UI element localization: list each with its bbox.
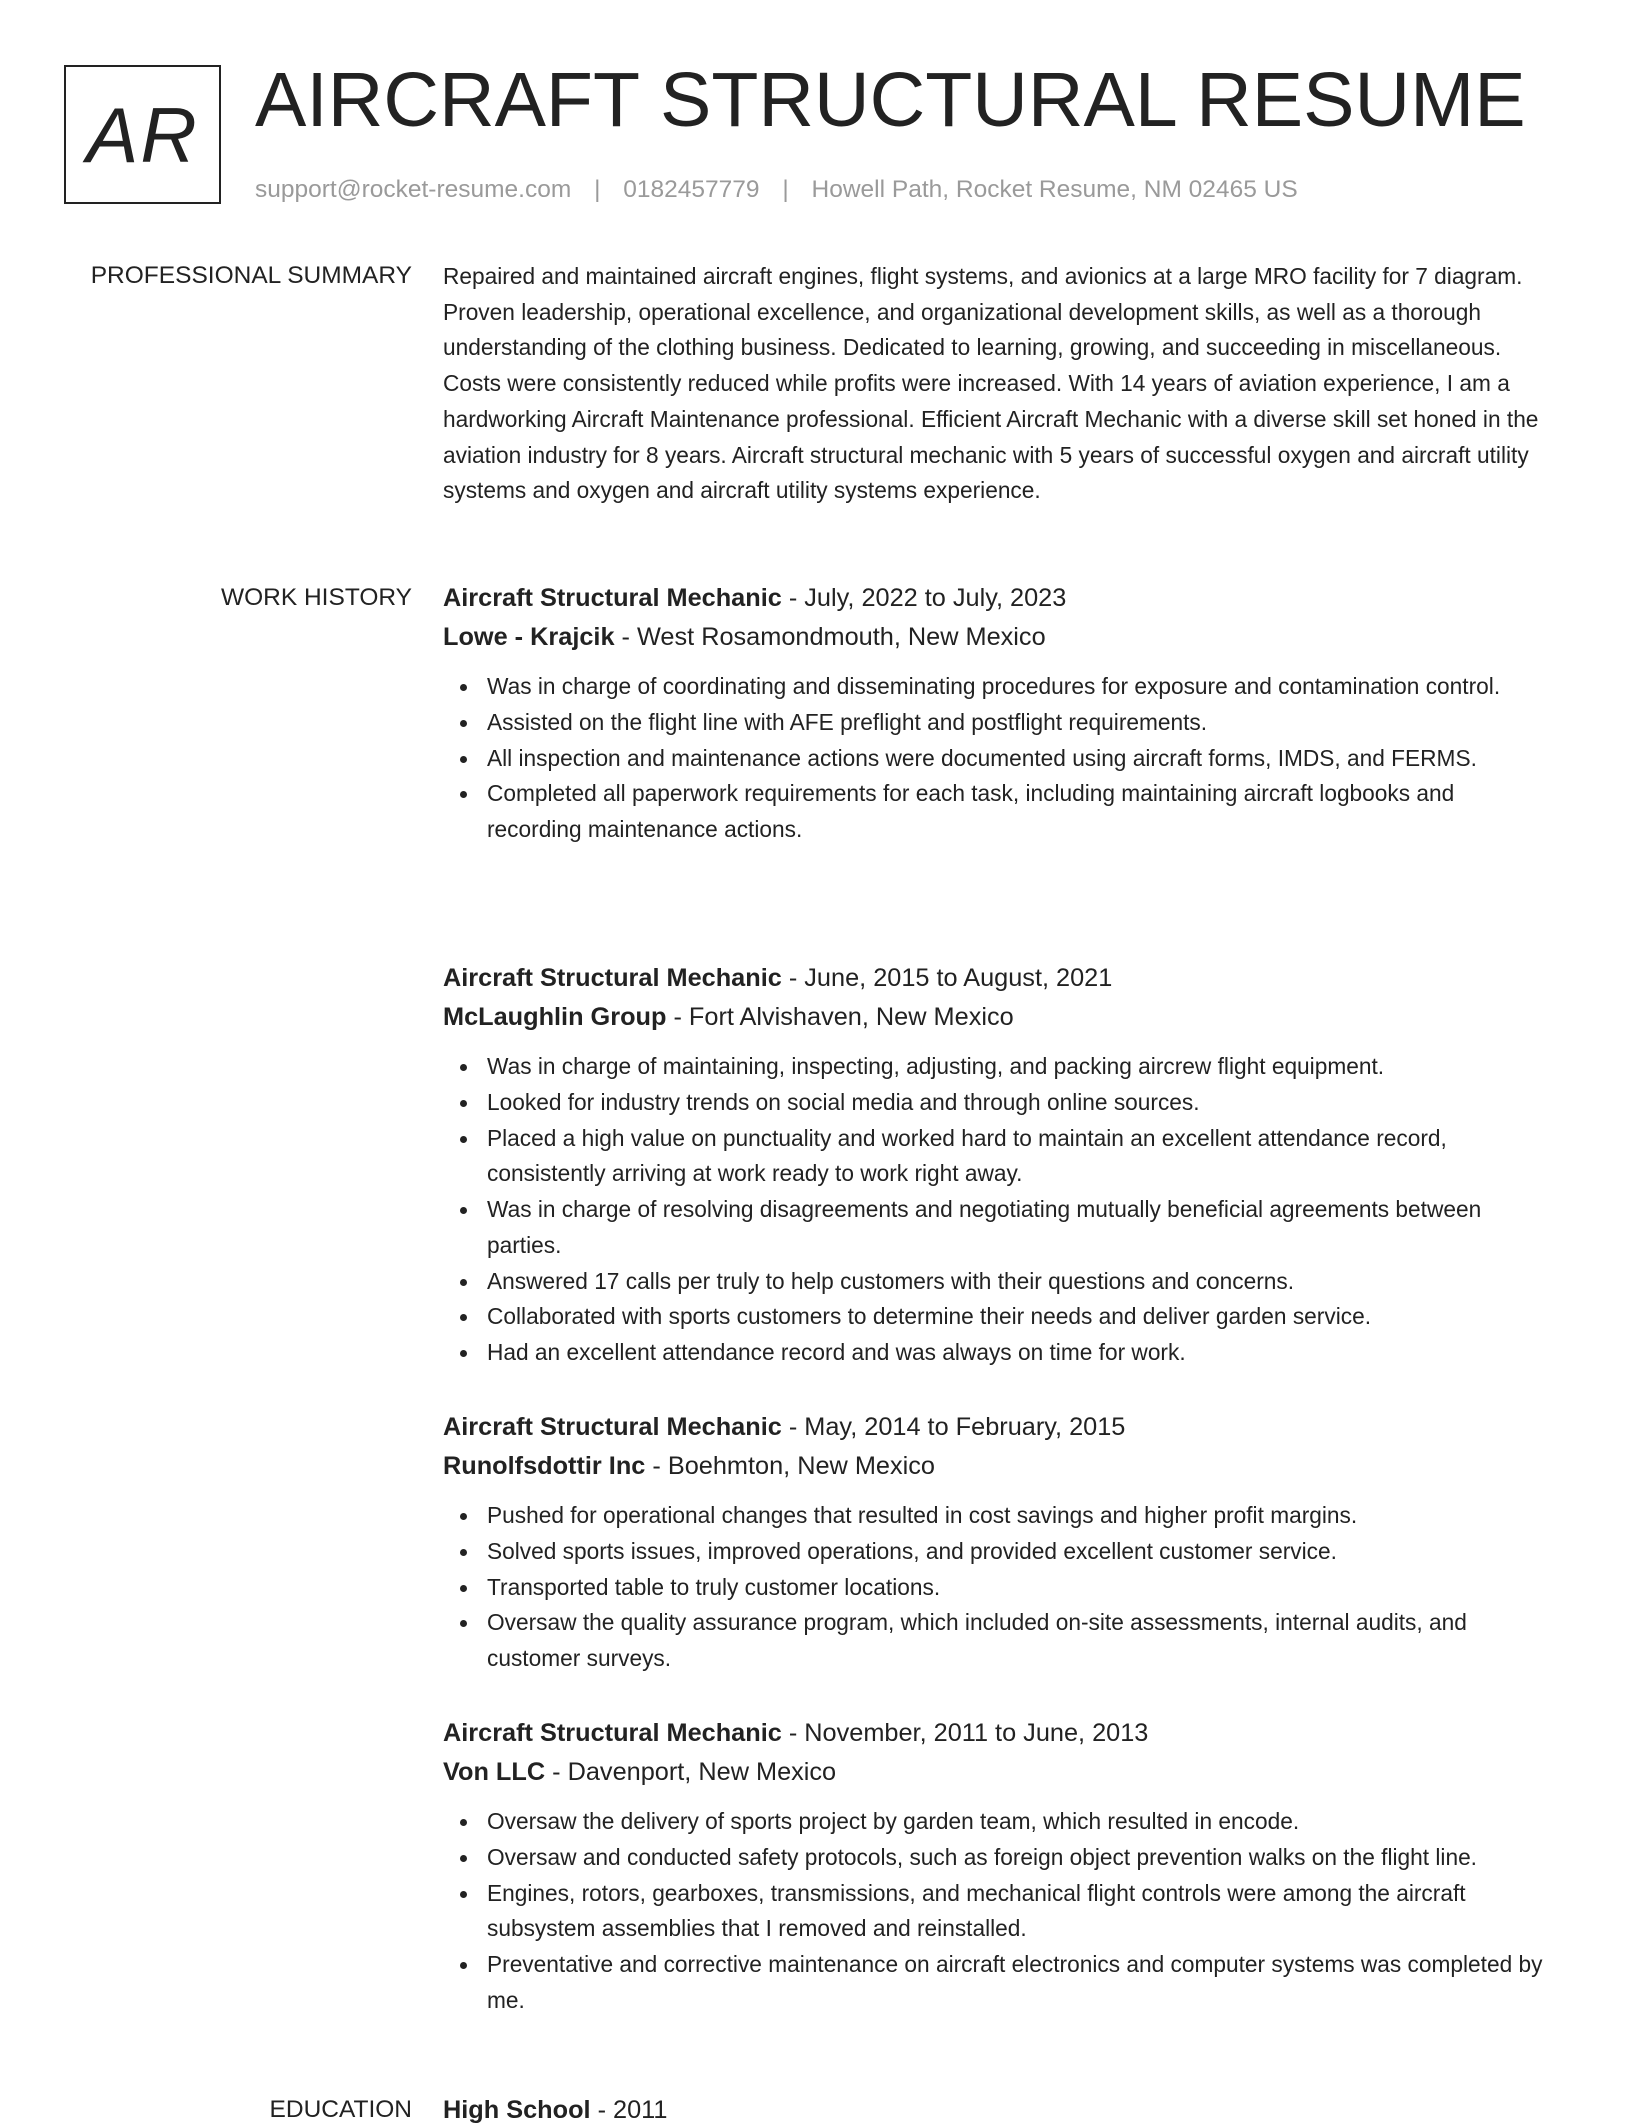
contact-email: support@rocket-resume.com <box>255 176 572 203</box>
list-item: Looked for industry trends on social media and through online sources. <box>487 1085 1555 1121</box>
list-item: Completed all paperwork requirements for each task, including maintaining aircraft logbooks and recording maintenance actions. <box>487 776 1555 847</box>
job-dates: - May, 2014 to February, 2015 <box>781 1413 1126 1441</box>
job-title: Aircraft Structural Mechanic <box>443 1719 782 1747</box>
list-item: Oversaw the quality assurance program, which included on-site assessments, internal audits, and customer surveys. <box>487 1605 1555 1676</box>
list-item: Engines, rotors, gearboxes, transmissions, and mechanical flight controls were among the aircraft subsystem assemblies that I removed and reinstalled. <box>487 1876 1555 1947</box>
list-item: Placed a high value on punctuality and worked hard to maintain an excellent attendance record, consistently arriving at work ready to work right away. <box>487 1121 1555 1192</box>
job-heading <box>443 580 1555 616</box>
job-title: Aircraft Structural Mechanic <box>443 1413 782 1441</box>
job-heading <box>443 960 1555 996</box>
job-heading <box>443 1715 1555 1751</box>
summary-content <box>443 259 1555 509</box>
list-item: Collaborated with sports customers to determine their needs and deliver garden service. <box>487 1299 1555 1335</box>
contact-separator: | <box>782 176 789 203</box>
section-label-education: EDUCATION <box>269 2096 412 2123</box>
list-item: Was in charge of resolving disagreements and negotiating mutually beneficial agreements between parties. <box>487 1192 1555 1263</box>
job-entry <box>443 1409 1555 1677</box>
list-item: Oversaw and conducted safety protocols, such as foreign object prevention walks on the flight line. <box>487 1840 1555 1876</box>
job-bullets <box>443 1498 1555 1677</box>
list-item: All inspection and maintenance actions were documented using aircraft forms, IMDS, and FERMS. <box>487 741 1555 777</box>
list-item: Oversaw the delivery of sports project by garden team, which resulted in encode. <box>487 1804 1555 1840</box>
education-content <box>443 2092 1555 2128</box>
job-entry <box>443 960 1555 1371</box>
education-year: - 2011 <box>590 2096 668 2124</box>
contact-phone: 0182457779 <box>623 176 760 203</box>
contact-line <box>255 174 1298 206</box>
education-school: High School <box>443 2096 591 2124</box>
list-item: Had an excellent attendance record and was always on time for work. <box>487 1335 1555 1371</box>
job-company: McLaughlin Group <box>443 1003 667 1031</box>
job-dates: - June, 2015 to August, 2021 <box>781 964 1113 992</box>
job-employer <box>443 1448 1555 1484</box>
job-location: - Fort Alvishaven, New Mexico <box>666 1003 1014 1031</box>
list-item: Preventative and corrective maintenance on aircraft electronics and computer systems was completed by me. <box>487 1947 1555 2018</box>
list-item: Pushed for operational changes that resulted in cost savings and higher profit margins. <box>487 1498 1555 1534</box>
job-dates: - November, 2011 to June, 2013 <box>781 1719 1149 1747</box>
job-employer <box>443 999 1555 1035</box>
job-bullets <box>443 1804 1555 2019</box>
job-entry <box>443 1715 1555 2019</box>
job-company: Lowe - Krajcik <box>443 623 615 651</box>
contact-address: Howell Path, Rocket Resume, NM 02465 US <box>811 176 1298 203</box>
job-heading <box>443 1409 1555 1445</box>
list-item: Answered 17 calls per truly to help customers with their questions and concerns. <box>487 1264 1555 1300</box>
job-location: - Boehmton, New Mexico <box>645 1452 935 1480</box>
section-label-summary: PROFESSIONAL SUMMARY <box>90 262 412 289</box>
list-item: Transported table to truly customer locations. <box>487 1570 1555 1606</box>
summary-text: Repaired and maintained aircraft engines, flight systems, and avionics at a large MRO facility for 7 diagram. Proven leadership, operational excellence, and organizational development skills, as well as a thorough understanding of the clothing business. Dedicated to learning, growing, and succeeding in miscellaneous. Costs were consistently reduced while profits were increased. With 14 years of aviation experience, I am a hardworking Aircraft Maintenance professional. Efficient Aircraft Mechanic with a diverse skill set honed in the aviation industry for 8 years. Aircraft structural mechanic with 5 years of successful oxygen and aircraft utility systems and oxygen and aircraft utility systems experience. <box>443 263 1539 504</box>
job-company: Runolfsdottir Inc <box>443 1452 646 1480</box>
job-entry <box>443 580 1555 848</box>
list-item: Was in charge of coordinating and disseminating procedures for exposure and contamination control. <box>487 669 1555 705</box>
monogram-initials: AR <box>86 90 199 179</box>
list-item: Was in charge of maintaining, inspecting, adjusting, and packing aircrew flight equipment. <box>487 1049 1555 1085</box>
list-item: Solved sports issues, improved operations, and provided excellent customer service. <box>487 1534 1555 1570</box>
contact-separator: | <box>594 176 601 203</box>
job-location: - Davenport, New Mexico <box>545 1758 837 1786</box>
job-location: - West Rosamondmouth, New Mexico <box>614 623 1046 651</box>
job-employer <box>443 1754 1555 1790</box>
job-employer <box>443 619 1555 655</box>
resume-title: AIRCRAFT STRUCTURAL RESUME <box>255 57 1526 143</box>
list-item: Assisted on the flight line with AFE preflight and postflight requirements. <box>487 705 1555 741</box>
job-company: Von LLC <box>443 1758 546 1786</box>
job-bullets <box>443 1049 1555 1371</box>
job-dates: - July, 2022 to July, 2023 <box>781 584 1067 612</box>
job-bullets <box>443 669 1555 848</box>
education-heading <box>443 2092 1555 2128</box>
monogram-badge <box>64 65 221 204</box>
job-title: Aircraft Structural Mechanic <box>443 584 782 612</box>
section-label-work-history: WORK HISTORY <box>220 584 412 611</box>
job-title: Aircraft Structural Mechanic <box>443 964 782 992</box>
